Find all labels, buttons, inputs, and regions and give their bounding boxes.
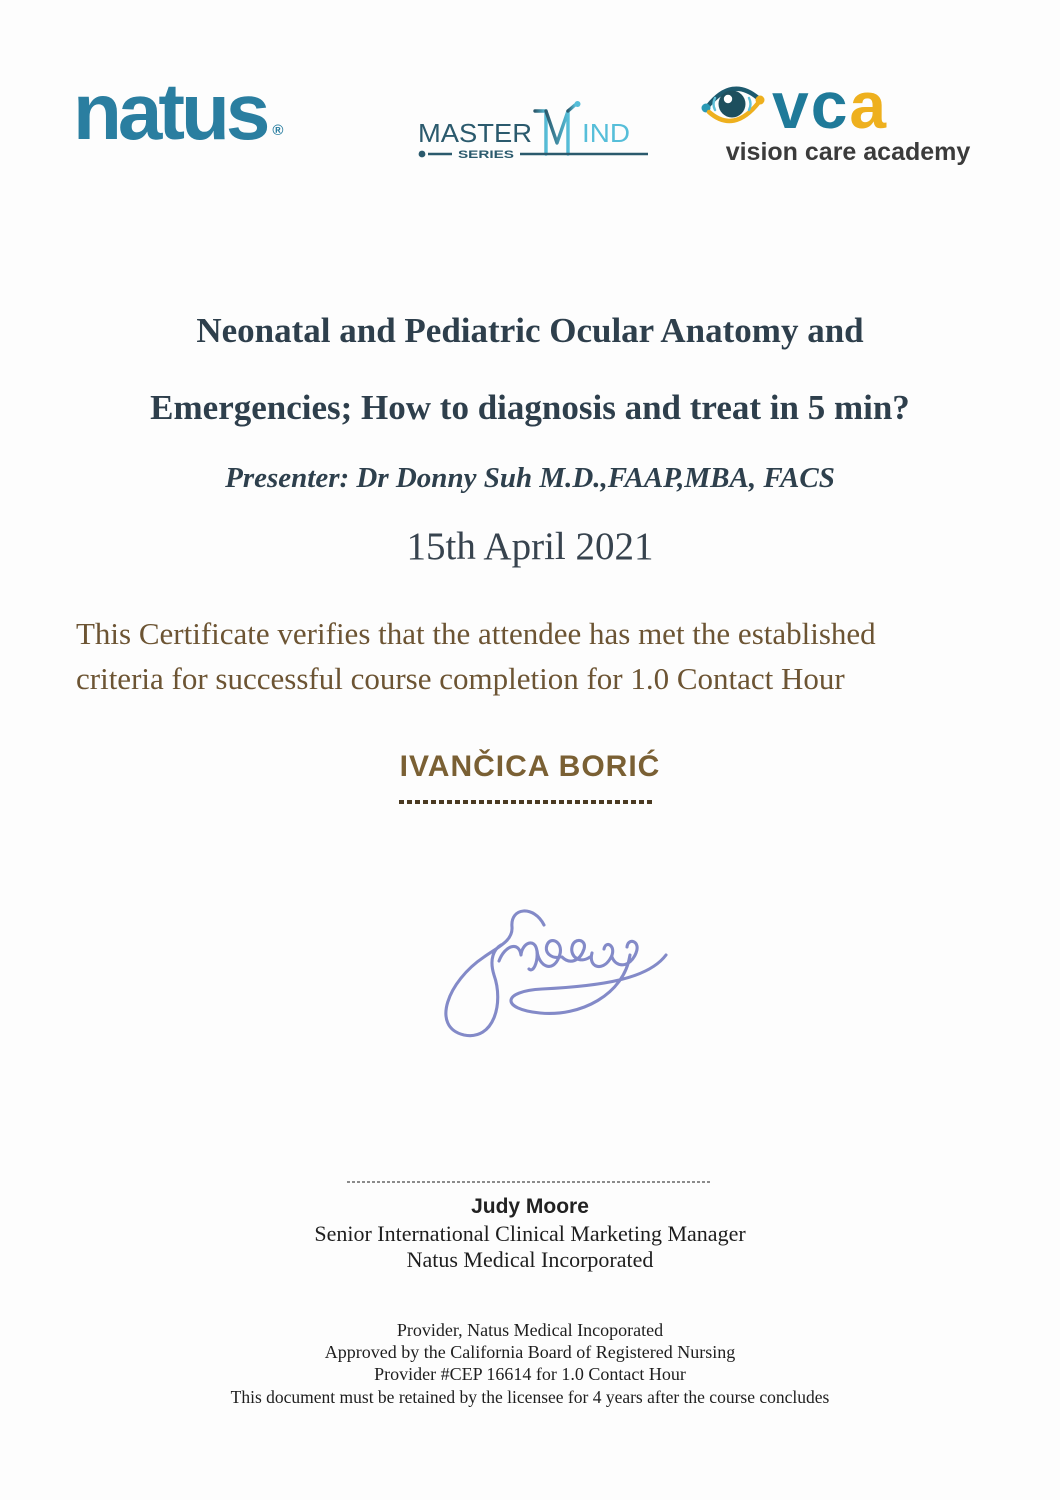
mastermind-m-icon [535,105,575,154]
mastermind-logo-graphic [416,96,654,168]
vca-tagline: vision care academy [725,138,971,166]
vca-a-text: a [849,68,889,142]
signature-dotted-line [347,1181,710,1183]
mastermind-master-text: MASTER [418,118,532,148]
provider-line-1: Provider, Natus Medical Incoporated [396,1320,664,1340]
natus-wordmark: natus [73,67,267,156]
retention-note: This document must be retained by the licensee for 4 years after the course concludes [230,1387,830,1407]
series-line-dot-icon [419,151,426,158]
eye-icon [702,89,765,121]
provider-block [0,1319,1060,1385]
mastermind-ind-text: IND [582,118,630,148]
signatory-title: Senior International Clinical Marketing Manager [314,1221,746,1246]
registered-trademark-icon: ® [272,122,284,139]
certification-line-2: criteria for successful course completion for 1.0 Contact Hour [76,661,845,696]
certification-line-1: This Certificate verifies that the attendee has met the established [76,616,876,651]
vca-logo [698,66,980,173]
handwritten-signature [382,893,682,1053]
presenter-line: Presenter: Dr Donny Suh M.D.,FAAP,MBA, FACS [225,462,835,494]
vca-wordmark [772,68,888,142]
attendee-name: IVANČICA BORIĆ [399,750,661,783]
signature-ink [382,893,682,1048]
event-date: 15th April 2021 [406,525,654,568]
title-line-2: Emergencies; How to diagnosis and treat in 5 min? [150,388,910,427]
signatory-organization: Natus Medical Incorporated [406,1247,654,1272]
attendee-name-dashed-line [399,800,653,804]
certification-statement [76,611,986,701]
provider-line-2: Approved by the California Board of Registered Nursing [324,1342,736,1362]
signatory-name: Judy Moore [471,1195,589,1218]
mastermind-series-logo [416,96,654,173]
provider-line-3: Provider #CEP 16614 for 1.0 Contact Hour [374,1364,686,1384]
natus-logo [73,67,284,156]
vca-vc-text: vc [772,68,850,142]
certificate-title [0,292,1060,446]
title-line-1: Neonatal and Pediatric Ocular Anatomy and [196,311,864,350]
vca-logo-graphic [698,66,980,168]
mastermind-m-dot-icon [575,101,581,107]
mastermind-series-text: SERIES [458,149,514,161]
